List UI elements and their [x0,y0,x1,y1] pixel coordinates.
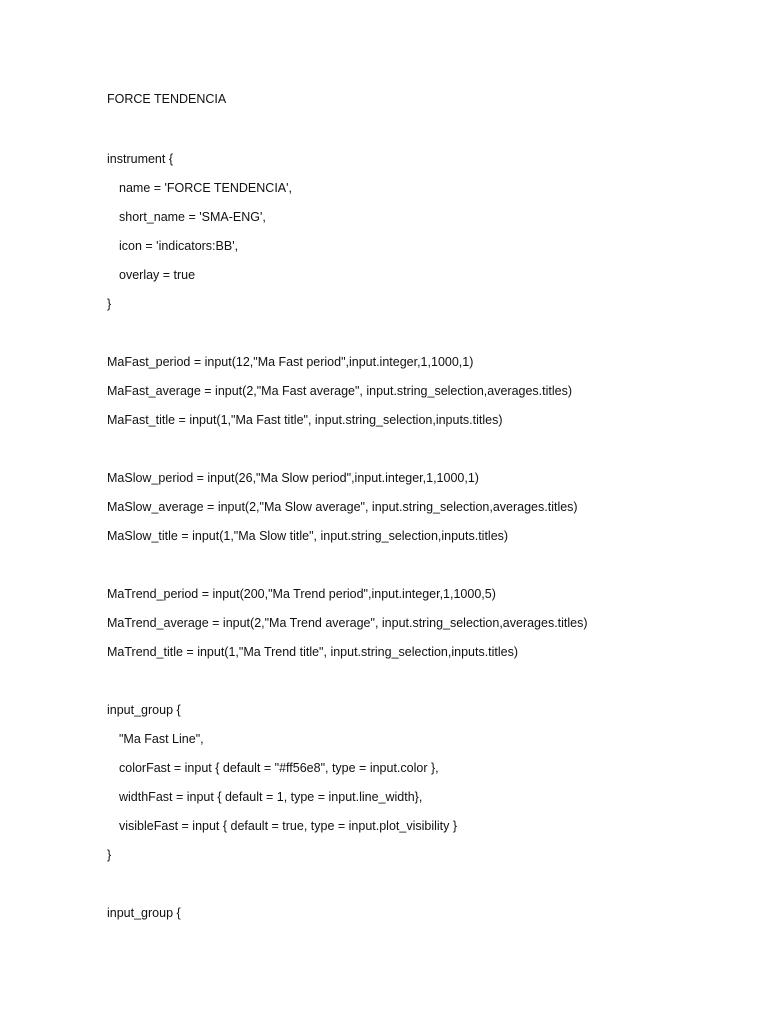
code-line [107,324,747,353]
code-line: name = 'FORCE TENDENCIA', [119,181,292,195]
code-line: MaFast_title = input(1,"Ma Fast title", input.string_selection,inputs.titles) [107,413,503,427]
code-line: MaSlow_period = input(26,"Ma Slow period",input.integer,1,1000,1) [107,471,479,485]
code-line: widthFast = input { default = 1, type = input.line_width}, [119,790,423,804]
code-line: input_group { [107,906,181,920]
code-line: MaFast_period = input(12,"Ma Fast period",input.integer,1,1000,1) [107,355,474,369]
code-line [107,875,747,904]
code-block [107,150,747,933]
code-line: colorFast = input { default = "#ff56e8", type = input.color }, [119,761,439,775]
code-line: short_name = 'SMA-ENG', [119,210,266,224]
code-line [107,556,747,585]
document-title: FORCE TENDENCIA [107,92,227,106]
code-line: MaTrend_period = input(200,"Ma Trend period",input.integer,1,1000,5) [107,587,496,601]
code-line: input_group { [107,703,181,717]
code-line: MaTrend_average = input(2,"Ma Trend average", input.string_selection,averages.titles) [107,616,588,630]
code-line: icon = 'indicators:BB', [119,239,239,253]
code-line: visibleFast = input { default = true, type = input.plot_visibility } [119,819,458,833]
code-line: MaTrend_title = input(1,"Ma Trend title", input.string_selection,inputs.titles) [107,645,519,659]
code-line: overlay = true [119,268,196,282]
code-line [107,440,747,469]
code-line: } [107,297,112,311]
code-line: } [107,848,112,862]
code-line: MaSlow_title = input(1,"Ma Slow title", input.string_selection,inputs.titles) [107,529,509,543]
code-line: MaSlow_average = input(2,"Ma Slow average", input.string_selection,averages.titles) [107,500,578,514]
code-line: "Ma Fast Line", [119,732,204,746]
code-line [107,672,747,701]
code-line: MaFast_average = input(2,"Ma Fast average", input.string_selection,averages.titles) [107,384,573,398]
code-line: instrument { [107,152,174,166]
